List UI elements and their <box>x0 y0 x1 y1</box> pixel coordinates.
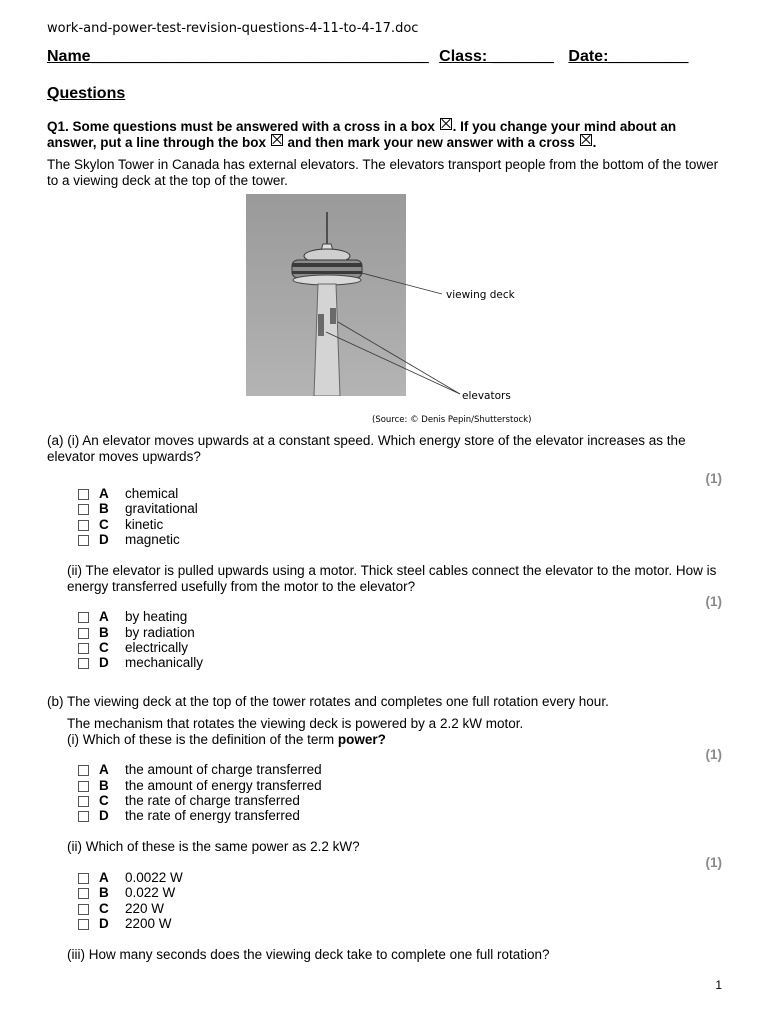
section-heading: Questions <box>47 85 126 102</box>
option-text: the rate of charge transferred <box>125 793 300 808</box>
crossed-box-icon <box>271 134 283 146</box>
option-text: mechanically <box>125 655 204 670</box>
option-text: electrically <box>125 640 189 655</box>
intro-paragraph: The Skylon Tower in Canada has external elevators. The elevators transport people from the bottom of the tower to a viewing deck at the top of the tower. <box>47 157 719 188</box>
checkbox[interactable] <box>78 520 89 531</box>
option-letter: A <box>99 609 109 624</box>
option-letter: A <box>99 486 109 501</box>
option-letter: C <box>99 640 109 655</box>
option-letter: D <box>99 532 109 547</box>
option-letter: B <box>99 625 109 640</box>
checkbox[interactable] <box>78 535 89 546</box>
question-instructions <box>47 118 727 150</box>
option-text: by radiation <box>125 625 195 640</box>
marks-a-ii: (1) <box>705 594 722 609</box>
checkbox[interactable] <box>78 888 89 899</box>
checkbox[interactable] <box>78 643 89 654</box>
question-b-i-prompt <box>67 732 727 748</box>
option-text: by heating <box>125 609 188 624</box>
question-b-intro: (b) The viewing deck at the top of the tower rotates and completes one full rotation every hour. <box>47 694 609 709</box>
option-text: 2200 W <box>125 916 172 931</box>
marks-a-i: (1) <box>705 471 722 486</box>
checkbox[interactable] <box>78 765 89 776</box>
checkbox[interactable] <box>78 873 89 884</box>
option-text: chemical <box>125 486 179 501</box>
option-text: the amount of charge transferred <box>125 762 322 777</box>
option-text: gravitational <box>125 501 198 516</box>
option-text: the rate of energy transferred <box>125 808 300 823</box>
option-letter: D <box>99 808 109 823</box>
option-text: 220 W <box>125 901 165 916</box>
option-letter: C <box>99 517 109 532</box>
option-letter: B <box>99 501 109 516</box>
option-text: magnetic <box>125 532 180 547</box>
option-text: the amount of energy transferred <box>125 778 322 793</box>
crossed-box-icon <box>440 118 452 130</box>
option-letter: D <box>99 655 109 670</box>
checkbox[interactable] <box>78 658 89 669</box>
checkbox[interactable] <box>78 628 89 639</box>
date-field[interactable]: Date:_________ <box>568 48 689 65</box>
option-letter: A <box>99 870 109 885</box>
checkbox[interactable] <box>78 612 89 623</box>
question-b-ii-prompt: (ii) Which of these is the same power as 2.2 kW? <box>67 839 360 854</box>
crossed-box-icon <box>580 134 592 146</box>
question-b-iii-prompt: (iii) How many seconds does the viewing deck take to complete one full rotation? <box>67 947 550 962</box>
checkbox[interactable] <box>78 489 89 500</box>
option-letter: B <box>99 778 109 793</box>
instructions-text-4: . <box>592 135 597 150</box>
checkbox[interactable] <box>78 919 89 930</box>
document-filename: work-and-power-test-revision-questions-4-11-to-4-17.doc <box>47 21 419 36</box>
class-field[interactable]: Class: _______ <box>439 48 554 65</box>
question-a-i-prompt: (a) (i) An elevator moves upwards at a constant speed. Which energy store of the elevator increases as the elevator moves upwards? <box>47 433 686 464</box>
question-a-ii-prompt: (ii) The elevator is pulled upwards using a motor. Thick steel cables connect the elevator to the motor. How is energy transferred usefully from the motor to the elevator? <box>67 563 717 594</box>
instructions-text-3: and then mark your new answer with a cross <box>283 135 575 150</box>
marks-b-i: (1) <box>705 747 722 762</box>
option-letter: C <box>99 901 109 916</box>
label-viewing-deck: viewing deck <box>446 289 515 301</box>
checkbox[interactable] <box>78 796 89 807</box>
checkbox[interactable] <box>78 811 89 822</box>
label-elevators: elevators <box>462 390 511 402</box>
checkbox[interactable] <box>78 904 89 915</box>
option-text: kinetic <box>125 517 164 532</box>
checkbox[interactable] <box>78 781 89 792</box>
option-letter: B <box>99 885 109 900</box>
option-letter: C <box>99 793 109 808</box>
option-letter: D <box>99 916 109 931</box>
prompt-text: (i) Which of these is the definition of the term <box>67 732 338 747</box>
instructions-text-1: Q1. Some questions must be answered with a cross in a box <box>47 119 435 134</box>
option-text: 0.0022 W <box>125 870 183 885</box>
checkbox[interactable] <box>78 504 89 515</box>
option-letter: A <box>99 762 109 777</box>
figure-callout-lines <box>246 194 486 414</box>
image-source-credit: (Source: © Denis Pepin/Shutterstock) <box>372 415 532 425</box>
name-field[interactable]: Name______________________________________ <box>47 48 429 65</box>
question-b-motor: The mechanism that rotates the viewing deck is powered by a 2.2 kW motor. <box>67 716 524 731</box>
prompt-bold-term: power? <box>337 732 386 747</box>
header-fields <box>47 48 688 66</box>
option-text: 0.022 W <box>125 885 176 900</box>
marks-b-ii: (1) <box>705 855 722 870</box>
instructions-text-2: . If you change your mind about an answer, put a line through the box <box>47 119 677 150</box>
page-number: 1 <box>715 978 722 992</box>
